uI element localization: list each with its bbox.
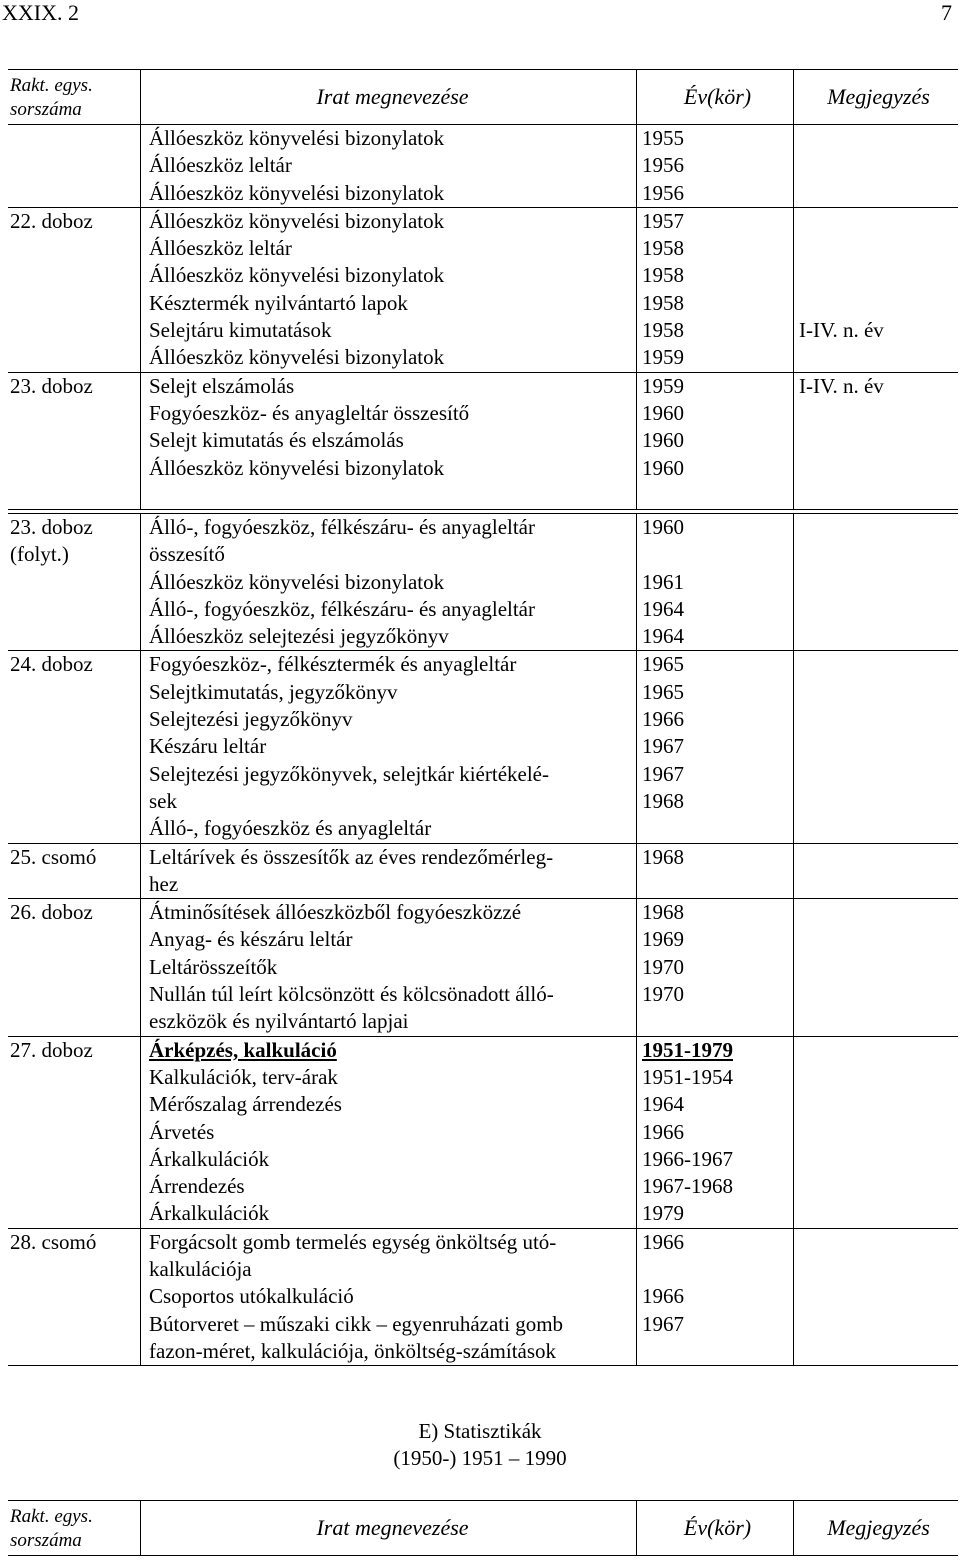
year-value: 1967 bbox=[642, 1311, 684, 1336]
document-name: Fogyóeszköz- és anyagleltár összesítő bbox=[149, 400, 470, 425]
document-name: hez bbox=[149, 871, 179, 896]
year-value: 1968 bbox=[642, 900, 684, 925]
document-name: Árképzés, kalkuláció bbox=[149, 1037, 337, 1062]
note-value bbox=[799, 569, 958, 596]
document-name: Állóeszköz leltár bbox=[149, 153, 292, 178]
year-value: 1970 bbox=[642, 982, 684, 1007]
document-name: Selejtezési jegyzőkönyv bbox=[149, 707, 353, 732]
year-value bbox=[642, 482, 793, 509]
year-value: 1958 bbox=[642, 290, 684, 315]
table-row bbox=[8, 125, 958, 208]
note-value bbox=[799, 1146, 958, 1173]
document-name: Selejt elszámolás bbox=[149, 373, 295, 398]
year-value: 1968 bbox=[642, 788, 684, 813]
note-value bbox=[799, 1200, 958, 1227]
note-value bbox=[799, 262, 958, 289]
year-value bbox=[642, 1338, 793, 1365]
unit-cell bbox=[8, 1228, 141, 1365]
note-value bbox=[799, 981, 958, 1008]
unit-cell bbox=[8, 843, 141, 899]
year-value: 1955 bbox=[642, 126, 684, 150]
unit-label bbox=[10, 125, 140, 152]
document-name: fazon-méret, kalkulációja, önköltség-számítások bbox=[149, 1338, 557, 1363]
year-value: 1968 bbox=[642, 844, 684, 869]
document-name: Leltárösszeítők bbox=[149, 954, 278, 979]
year-value: 1970 bbox=[642, 954, 684, 979]
note-value bbox=[799, 1037, 958, 1064]
document-name: Bútorveret – műszaki cikk – egyenruházati gomb bbox=[149, 1311, 564, 1336]
unit-label: 26. doboz bbox=[10, 900, 93, 925]
year-value bbox=[642, 1256, 793, 1283]
table-row bbox=[8, 514, 958, 651]
year-value: 1960 bbox=[642, 428, 684, 453]
note-value: I-IV. n. év bbox=[799, 373, 884, 398]
year-value bbox=[642, 871, 793, 898]
chapter-number: XXIX. 2 bbox=[2, 0, 79, 25]
unit-label: 27. doboz bbox=[10, 1037, 93, 1062]
note-value bbox=[799, 623, 958, 650]
year-cell bbox=[637, 125, 794, 208]
year-value: 1966-1967 bbox=[642, 1146, 733, 1171]
note-cell bbox=[794, 1036, 959, 1228]
document-name: Forgácsolt gomb termelés egység önköltség utó- bbox=[149, 1229, 557, 1254]
document-name: Állóeszköz könyvelési bizonylatok bbox=[149, 455, 445, 480]
year-value: 1958 bbox=[642, 236, 684, 261]
year-cell bbox=[637, 1036, 794, 1228]
note-cell bbox=[794, 843, 959, 899]
note-value bbox=[799, 788, 958, 815]
note-cell bbox=[794, 372, 959, 509]
document-name: Selejtezési jegyzőkönyvek, selejtkár kiértékelé- bbox=[149, 761, 549, 786]
unit-label: 24. doboz bbox=[10, 652, 93, 677]
document-name: Árkalkulációk bbox=[149, 1201, 270, 1226]
note-value bbox=[799, 1173, 958, 1200]
note-value bbox=[799, 125, 958, 152]
year-value: 1958 bbox=[642, 263, 684, 288]
year-value: 1960 bbox=[642, 455, 684, 480]
table-row bbox=[8, 1036, 958, 1228]
note-value bbox=[799, 1256, 958, 1283]
note-value bbox=[799, 1064, 958, 1091]
year-value: 1969 bbox=[642, 927, 684, 952]
note-value bbox=[799, 679, 958, 706]
year-value: 1958 bbox=[642, 318, 684, 343]
document-name: Állóeszköz könyvelési bizonylatok bbox=[149, 126, 445, 150]
document-name: Anyag- és készáru leltár bbox=[149, 927, 353, 952]
page-number: 7 bbox=[941, 0, 952, 25]
page-header bbox=[0, 0, 960, 40]
year-cell bbox=[637, 651, 794, 843]
year-value: 1951-1954 bbox=[642, 1064, 733, 1089]
year-value: 1966 bbox=[642, 1229, 684, 1254]
document-name: összesítő bbox=[149, 542, 225, 567]
note-value: I-IV. n. év bbox=[799, 318, 884, 343]
document-name: Árrendezés bbox=[149, 1174, 245, 1199]
note-cell bbox=[794, 207, 959, 372]
year-cell bbox=[637, 899, 794, 1036]
unit-cell bbox=[8, 514, 141, 651]
document-name bbox=[149, 482, 636, 509]
document-name: Állóeszköz könyvelési bizonylatok bbox=[149, 180, 445, 205]
document-name: Leltárívek és összesítők az éves rendezőmérleg- bbox=[149, 844, 554, 869]
unit-label: 25. csomó bbox=[10, 844, 97, 869]
document-name: Nullán túl leírt kölcsönzött és kölcsönadott álló- bbox=[149, 982, 554, 1007]
document-name-cell bbox=[141, 899, 637, 1036]
note-value bbox=[799, 899, 958, 926]
year-value bbox=[642, 815, 793, 842]
note-value bbox=[799, 1091, 958, 1118]
document-name: Fogyóeszköz-, félkésztermék és anyagleltár bbox=[149, 652, 517, 677]
note-cell bbox=[794, 125, 959, 208]
note-value bbox=[799, 455, 958, 482]
note-value bbox=[799, 954, 958, 981]
table-row bbox=[8, 207, 958, 372]
year-cell bbox=[637, 1228, 794, 1365]
note-value bbox=[799, 290, 958, 317]
note-value bbox=[799, 1338, 958, 1365]
note-value bbox=[799, 152, 958, 179]
note-value bbox=[799, 514, 958, 541]
section-title: E) Statisztikák bbox=[418, 1419, 542, 1443]
year-value: 1957 bbox=[642, 208, 684, 233]
document-name: Árkalkulációk bbox=[149, 1146, 270, 1171]
document-name-cell bbox=[141, 125, 637, 208]
table-row bbox=[8, 843, 958, 899]
table-row bbox=[8, 899, 958, 1036]
document-name: Csoportos utókalkuláció bbox=[149, 1284, 354, 1309]
document-name-cell bbox=[141, 651, 637, 843]
document-name: Kalkulációk, terv-árak bbox=[149, 1064, 338, 1089]
document-name: Állóeszköz selejtezési jegyzőkönyv bbox=[149, 624, 449, 649]
inventory-table-1 bbox=[8, 69, 958, 510]
document-name: Átminősítések állóeszközből fogyóeszközzé bbox=[149, 900, 522, 925]
year-value: 1965 bbox=[642, 652, 684, 677]
year-value: 1966 bbox=[642, 1284, 684, 1309]
table-row bbox=[8, 372, 958, 509]
document-name: Készáru leltár bbox=[149, 734, 267, 759]
year-value bbox=[642, 541, 793, 568]
document-name: Késztermék nyilvántartó lapok bbox=[149, 290, 408, 315]
col-header-document-name: Irat megnevezése bbox=[141, 70, 637, 125]
note-value bbox=[799, 815, 958, 842]
note-value bbox=[799, 761, 958, 788]
note-value bbox=[799, 180, 958, 207]
document-name: sek bbox=[149, 788, 177, 813]
unit-cell bbox=[8, 372, 141, 509]
document-name: Selejtkimutatás, jegyzőkönyv bbox=[149, 679, 398, 704]
year-value: 1956 bbox=[642, 180, 684, 205]
year-value: 1964 bbox=[642, 624, 684, 649]
section-date-range: (1950-) 1951 – 1990 bbox=[393, 1446, 567, 1470]
year-value: 1959 bbox=[642, 373, 684, 398]
document-name: Állóeszköz könyvelési bizonylatok bbox=[149, 569, 445, 594]
document-name-cell bbox=[141, 843, 637, 899]
note-value bbox=[799, 344, 958, 371]
year-cell bbox=[637, 843, 794, 899]
document-name: Állóeszköz könyvelési bizonylatok bbox=[149, 345, 445, 370]
year-value: 1961 bbox=[642, 569, 684, 594]
document-name: kalkulációja bbox=[149, 1257, 252, 1282]
note-value bbox=[799, 235, 958, 262]
year-value: 1956 bbox=[642, 153, 684, 178]
year-value: 1959 bbox=[642, 345, 684, 370]
year-value: 1965 bbox=[642, 679, 684, 704]
note-cell bbox=[794, 899, 959, 1036]
note-value bbox=[799, 427, 958, 454]
unit-label: 22. doboz bbox=[10, 208, 93, 233]
document-name-cell bbox=[141, 1036, 637, 1228]
inventory-table-2 bbox=[8, 513, 958, 1366]
document-name: Állóeszköz leltár bbox=[149, 236, 292, 261]
note-value bbox=[799, 482, 958, 509]
document-name: Álló-, fogyóeszköz, félkészáru- és anyagleltár bbox=[149, 596, 535, 621]
note-value bbox=[799, 1311, 958, 1338]
document-name: Állóeszköz könyvelési bizonylatok bbox=[149, 208, 445, 233]
table-header-row bbox=[8, 1501, 958, 1556]
unit-label: (folyt.) bbox=[10, 542, 69, 567]
document-name: Álló-, fogyóeszköz és anyagleltár bbox=[149, 816, 432, 841]
note-value bbox=[799, 1119, 958, 1146]
note-value bbox=[799, 596, 958, 623]
note-value bbox=[799, 208, 958, 235]
document-name: Mérőszalag árrendezés bbox=[149, 1092, 342, 1117]
year-value: 1967 bbox=[642, 761, 684, 786]
section-heading bbox=[0, 1418, 960, 1472]
year-value: 1979 bbox=[642, 1201, 684, 1226]
year-value: 1960 bbox=[642, 400, 684, 425]
note-cell bbox=[794, 514, 959, 651]
note-value bbox=[799, 1283, 958, 1310]
document-name-cell bbox=[141, 207, 637, 372]
note-value bbox=[799, 1008, 958, 1035]
note-value bbox=[799, 926, 958, 953]
col-header-unit: Rakt. egys. sorszáma bbox=[8, 1501, 141, 1556]
year-value: 1951-1979 bbox=[642, 1037, 733, 1062]
year-cell bbox=[637, 372, 794, 509]
document-name: Selejt kimutatás és elszámolás bbox=[149, 428, 404, 453]
year-value: 1966 bbox=[642, 1119, 684, 1144]
note-value bbox=[799, 871, 958, 898]
note-value bbox=[799, 541, 958, 568]
document-name-cell bbox=[141, 1228, 637, 1365]
year-value: 1967 bbox=[642, 734, 684, 759]
note-cell bbox=[794, 1228, 959, 1365]
unit-label: 23. doboz bbox=[10, 515, 93, 539]
col-header-unit: Rakt. egys. sorszáma bbox=[8, 70, 141, 125]
year-cell bbox=[637, 207, 794, 372]
note-value bbox=[799, 844, 958, 871]
col-header-note: Megjegyzés bbox=[794, 1501, 959, 1556]
document-name-cell bbox=[141, 514, 637, 651]
note-cell bbox=[794, 651, 959, 843]
inventory-table-3-header bbox=[8, 1500, 958, 1556]
note-value bbox=[799, 1229, 958, 1256]
unit-cell bbox=[8, 125, 141, 208]
unit-cell bbox=[8, 1036, 141, 1228]
year-value: 1966 bbox=[642, 707, 684, 732]
note-value bbox=[799, 400, 958, 427]
table-row bbox=[8, 1228, 958, 1365]
document-name: Árvetés bbox=[149, 1119, 215, 1144]
year-value: 1964 bbox=[642, 1092, 684, 1117]
col-header-year: Év(kör) bbox=[637, 1501, 794, 1556]
table-row bbox=[8, 651, 958, 843]
document-name-cell bbox=[141, 372, 637, 509]
col-header-note: Megjegyzés bbox=[794, 70, 959, 125]
col-header-document-name: Irat megnevezése bbox=[141, 1501, 637, 1556]
col-header-year: Év(kör) bbox=[637, 70, 794, 125]
document-name: Selejtáru kimutatások bbox=[149, 318, 332, 343]
year-value: 1960 bbox=[642, 515, 684, 539]
year-value: 1967-1968 bbox=[642, 1174, 733, 1199]
year-value: 1964 bbox=[642, 596, 684, 621]
unit-label: 28. csomó bbox=[10, 1229, 97, 1254]
unit-label: 23. doboz bbox=[10, 373, 93, 398]
document-name: Álló-, fogyóeszköz, félkészáru- és anyagleltár bbox=[149, 515, 535, 539]
document-name: Állóeszköz könyvelési bizonylatok bbox=[149, 263, 445, 288]
table-header-row bbox=[8, 70, 958, 125]
note-value bbox=[799, 733, 958, 760]
note-value bbox=[799, 651, 958, 678]
document-name: eszközök és nyilvántartó lapjai bbox=[149, 1009, 409, 1034]
year-value bbox=[642, 1008, 793, 1035]
note-value bbox=[799, 706, 958, 733]
unit-cell bbox=[8, 651, 141, 843]
unit-cell bbox=[8, 207, 141, 372]
unit-cell bbox=[8, 899, 141, 1036]
year-cell bbox=[637, 514, 794, 651]
